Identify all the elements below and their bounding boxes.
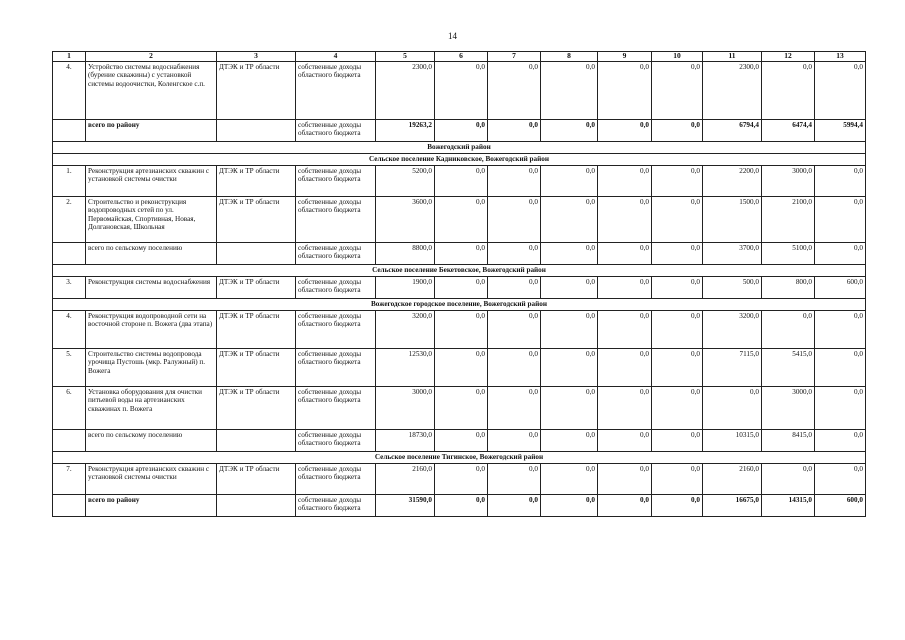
row-value: 0,0 (541, 165, 598, 196)
row-value: 3200,0 (703, 310, 762, 348)
row-value: 0,0 (541, 429, 598, 451)
row-value: 0,0 (652, 310, 703, 348)
column-header-row (53, 52, 866, 62)
row-value: 0,0 (488, 494, 541, 516)
row-name: Строительство и реконструкция водопроводных сетей по ул. Первомайская, Спортивная, Новая, Долгановская, Школьная (86, 196, 217, 242)
column-header: 4 (296, 52, 376, 62)
column-header: 12 (762, 52, 815, 62)
row-value: 0,0 (541, 348, 598, 386)
column-header: 13 (815, 52, 866, 62)
section-header-row (53, 141, 866, 153)
row-value: 0,0 (652, 276, 703, 298)
row-value: 0,0 (541, 276, 598, 298)
row-executor: ДТЭК и ТР области (217, 165, 296, 196)
row-value: 1500,0 (703, 196, 762, 242)
column-header: 7 (488, 52, 541, 62)
row-value: 0,0 (598, 429, 652, 451)
row-value: 0,0 (598, 165, 652, 196)
row-name: Реконструкция артезианских скважин с установкой системы очистки (86, 165, 217, 196)
row-executor (217, 494, 296, 516)
row-value: 0,0 (652, 165, 703, 196)
row-value: 0,0 (435, 310, 488, 348)
row-funding-source: собственные доходы областного бюджета (296, 276, 376, 298)
row-value: 19263,2 (376, 119, 435, 141)
row-value: 3000,0 (762, 165, 815, 196)
row-value: 0,0 (598, 348, 652, 386)
row-value: 0,0 (488, 429, 541, 451)
row-funding-source: собственные доходы областного бюджета (296, 61, 376, 119)
row-executor: ДТЭК и ТР области (217, 310, 296, 348)
section-header-row (53, 264, 866, 276)
row-value: 0,0 (435, 494, 488, 516)
row-value: 0,0 (541, 61, 598, 119)
row-executor: ДТЭК и ТР области (217, 463, 296, 494)
row-value: 5100,0 (762, 242, 815, 264)
row-value: 0,0 (541, 242, 598, 264)
row-value: 3600,0 (376, 196, 435, 242)
row-value: 0,0 (541, 310, 598, 348)
row-executor: ДТЭК и ТР области (217, 276, 296, 298)
row-value: 0,0 (598, 119, 652, 141)
section-title: Вожегодский район (53, 141, 866, 153)
district-total-row (53, 119, 866, 141)
table-row (53, 276, 866, 298)
row-value: 800,0 (762, 276, 815, 298)
row-value: 2160,0 (703, 463, 762, 494)
row-name: Реконструкция артезианских скважин с установкой системы очистки (86, 463, 217, 494)
row-name: Реконструкция системы водоснабжения (86, 276, 217, 298)
table-row (53, 463, 866, 494)
row-value: 0,0 (488, 348, 541, 386)
row-value: 0,0 (541, 196, 598, 242)
row-funding-source: собственные доходы областного бюджета (296, 429, 376, 451)
column-header: 10 (652, 52, 703, 62)
row-value: 0,0 (762, 61, 815, 119)
row-value: 5994,4 (815, 119, 866, 141)
row-name: всего по сельскому поселению (86, 242, 217, 264)
row-value: 0,0 (435, 119, 488, 141)
row-value: 0,0 (488, 310, 541, 348)
row-value: 0,0 (488, 386, 541, 429)
row-value: 0,0 (652, 494, 703, 516)
row-value: 0,0 (488, 242, 541, 264)
row-value: 0,0 (598, 494, 652, 516)
row-value: 2200,0 (703, 165, 762, 196)
row-number (53, 494, 86, 516)
settlement-total-row (53, 242, 866, 264)
row-value: 600,0 (815, 276, 866, 298)
table-row (53, 61, 866, 119)
row-funding-source: собственные доходы областного бюджета (296, 165, 376, 196)
row-value: 0,0 (435, 276, 488, 298)
row-value: 5200,0 (376, 165, 435, 196)
section-title: Вожегодское городское поселение, Вожегодский район (53, 298, 866, 310)
row-value: 2160,0 (376, 463, 435, 494)
settlement-total-row (53, 429, 866, 451)
row-number: 2. (53, 196, 86, 242)
row-funding-source: собственные доходы областного бюджета (296, 494, 376, 516)
column-header: 1 (53, 52, 86, 62)
row-value: 0,0 (435, 429, 488, 451)
row-number (53, 242, 86, 264)
row-number: 4. (53, 61, 86, 119)
column-header: 9 (598, 52, 652, 62)
row-value: 0,0 (488, 463, 541, 494)
row-value: 0,0 (488, 61, 541, 119)
row-value: 0,0 (435, 61, 488, 119)
row-name: Реконструкция водопроводной сети на восточной стороне п. Вожега (два этапа) (86, 310, 217, 348)
column-header: 5 (376, 52, 435, 62)
row-value: 0,0 (488, 276, 541, 298)
page-number: 14 (448, 31, 457, 41)
row-number: 1. (53, 165, 86, 196)
row-value: 0,0 (435, 463, 488, 494)
row-value: 0,0 (815, 242, 866, 264)
row-number: 5. (53, 348, 86, 386)
row-number: 3. (53, 276, 86, 298)
column-header: 2 (86, 52, 217, 62)
row-value: 1900,0 (376, 276, 435, 298)
row-value: 14315,0 (762, 494, 815, 516)
row-value: 31590,0 (376, 494, 435, 516)
row-value: 2300,0 (376, 61, 435, 119)
column-header: 3 (217, 52, 296, 62)
row-executor (217, 429, 296, 451)
row-value: 18730,0 (376, 429, 435, 451)
row-value: 0,0 (598, 310, 652, 348)
row-value: 0,0 (703, 386, 762, 429)
row-value: 0,0 (762, 310, 815, 348)
row-number (53, 429, 86, 451)
row-value: 0,0 (652, 196, 703, 242)
row-number: 4. (53, 310, 86, 348)
row-value: 7115,0 (703, 348, 762, 386)
row-executor: ДТЭК и ТР области (217, 196, 296, 242)
row-value: 3700,0 (703, 242, 762, 264)
row-value: 8415,0 (762, 429, 815, 451)
row-value: 12530,0 (376, 348, 435, 386)
section-title: Сельское поселение Кадниковское, Вожегодский район (53, 153, 866, 165)
row-value: 0,0 (815, 386, 866, 429)
row-value: 2300,0 (703, 61, 762, 119)
row-value: 0,0 (435, 386, 488, 429)
table-row (53, 386, 866, 429)
row-value: 0,0 (541, 386, 598, 429)
row-name: Установка оборудования для очистки питьевой воды на артезианских скважинах п. Вожега (86, 386, 217, 429)
budget-table (52, 51, 866, 517)
column-header: 11 (703, 52, 762, 62)
row-value: 0,0 (815, 310, 866, 348)
row-executor (217, 242, 296, 264)
row-value: 0,0 (652, 61, 703, 119)
row-funding-source: собственные доходы областного бюджета (296, 119, 376, 141)
table-row (53, 196, 866, 242)
section-header-row (53, 153, 866, 165)
row-value: 0,0 (488, 119, 541, 141)
row-value: 0,0 (652, 348, 703, 386)
district-total-row (53, 494, 866, 516)
section-title: Сельское поселение Тигинское, Вожегодский район (53, 451, 866, 463)
row-value: 0,0 (598, 276, 652, 298)
row-value: 6474,4 (762, 119, 815, 141)
row-value: 0,0 (815, 348, 866, 386)
column-header: 6 (435, 52, 488, 62)
row-value: 0,0 (652, 429, 703, 451)
row-name: всего по району (86, 494, 217, 516)
row-number: 7. (53, 463, 86, 494)
row-executor: ДТЭК и ТР области (217, 348, 296, 386)
column-header: 8 (541, 52, 598, 62)
row-funding-source: собственные доходы областного бюджета (296, 242, 376, 264)
row-value: 0,0 (598, 386, 652, 429)
row-funding-source: собственные доходы областного бюджета (296, 310, 376, 348)
row-value: 0,0 (435, 348, 488, 386)
row-value: 0,0 (598, 242, 652, 264)
row-value: 0,0 (541, 463, 598, 494)
row-value: 0,0 (598, 463, 652, 494)
row-value: 0,0 (488, 165, 541, 196)
row-value: 3000,0 (376, 386, 435, 429)
row-value: 0,0 (815, 463, 866, 494)
section-header-row (53, 298, 866, 310)
row-executor: ДТЭК и ТР области (217, 386, 296, 429)
row-value: 0,0 (652, 242, 703, 264)
row-funding-source: собственные доходы областного бюджета (296, 196, 376, 242)
row-value: 0,0 (815, 429, 866, 451)
row-funding-source: собственные доходы областного бюджета (296, 386, 376, 429)
section-title: Сельское поселение Бекетовское, Вожегодский район (53, 264, 866, 276)
row-funding-source: собственные доходы областного бюджета (296, 463, 376, 494)
row-value: 0,0 (598, 61, 652, 119)
row-value: 600,0 (815, 494, 866, 516)
row-value: 3200,0 (376, 310, 435, 348)
row-number: 6. (53, 386, 86, 429)
row-value: 2100,0 (762, 196, 815, 242)
row-value: 0,0 (762, 463, 815, 494)
row-value: 3000,0 (762, 386, 815, 429)
row-value: 0,0 (815, 61, 866, 119)
row-executor (217, 119, 296, 141)
row-value: 0,0 (598, 196, 652, 242)
row-value: 0,0 (435, 196, 488, 242)
row-value: 500,0 (703, 276, 762, 298)
row-value: 16675,0 (703, 494, 762, 516)
row-name: Устройство системы водоснабжения (бурение скважины) с установкой системы водоочистки, Коленгское с.п. (86, 61, 217, 119)
row-value: 0,0 (652, 119, 703, 141)
row-value: 5415,0 (762, 348, 815, 386)
section-header-row (53, 451, 866, 463)
row-value: 0,0 (815, 165, 866, 196)
row-value: 0,0 (652, 386, 703, 429)
row-value: 6794,4 (703, 119, 762, 141)
row-name: всего по району (86, 119, 217, 141)
row-value: 0,0 (488, 196, 541, 242)
row-value: 0,0 (815, 196, 866, 242)
table-row (53, 165, 866, 196)
row-funding-source: собственные доходы областного бюджета (296, 348, 376, 386)
row-value: 8800,0 (376, 242, 435, 264)
table-row (53, 348, 866, 386)
row-number (53, 119, 86, 141)
row-executor: ДТЭК и ТР области (217, 61, 296, 119)
row-value: 0,0 (541, 119, 598, 141)
table-row (53, 310, 866, 348)
row-value: 0,0 (541, 494, 598, 516)
row-value: 0,0 (652, 463, 703, 494)
row-value: 10315,0 (703, 429, 762, 451)
row-name: всего по сельскому поселению (86, 429, 217, 451)
row-name: Строительство системы водопровода урочища Пустошь (мкр. Ралужный) п. Вожега (86, 348, 217, 386)
row-value: 0,0 (435, 165, 488, 196)
row-value: 0,0 (435, 242, 488, 264)
